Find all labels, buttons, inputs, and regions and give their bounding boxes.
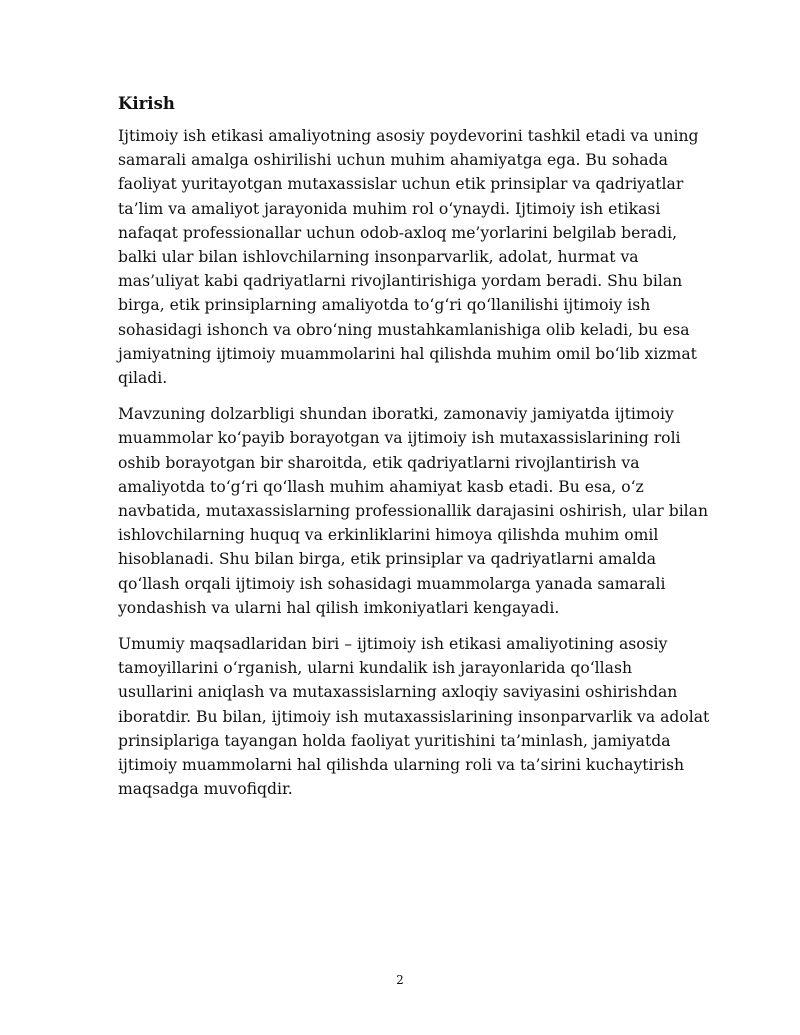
page-number: 2 — [396, 973, 404, 987]
text-line: birga, etik prinsiplarning amaliyotda to‘g‘ri qo‘llanilishi ijtimoiy ish — [118, 296, 651, 315]
text-line: ishlovchilarning huquq va erkinliklarini himoya qilishda muhim omil — [118, 526, 659, 545]
text-line: sohasidagi ishonch va obro‘ning mustahkamlanishiga olib keladi, bu esa — [118, 320, 690, 339]
text-line: oshib borayotgan bir sharoitda, etik qadriyatlarni rivojlantirish va — [118, 453, 640, 472]
text-line: tamoyillarini o‘rganish, ularni kundalik ish jarayonlarida qo‘llash — [118, 659, 632, 678]
text-line: maqsadga muvofiqdir. — [118, 780, 293, 799]
text-line: yondashish va ularni hal qilish imkoniyatlari kengayadi. — [118, 598, 560, 617]
text-line: hisoblanadi. Shu bilan birga, etik prinsiplar va qadriyatlarni amalda — [118, 550, 657, 569]
text-line: faoliyat yuritayotgan mutaxassislar uchun etik prinsiplar va qadriyatlar — [118, 175, 684, 194]
text-line: Ijtimoiy ish etikasi amaliyotning asosiy poydevorini tashkil etadi va uning — [118, 127, 699, 145]
text-line: usullarini aniqlash va mutaxassislarning axloqiy saviyasini oshirishdan — [118, 683, 678, 702]
text-line: jamiyatning ijtimoiy muammolarini hal qilishda muhim omil bo‘lib xizmat — [118, 344, 697, 363]
text-line: nafaqat professionallar uchun odob-axloq me’yorlarini belgilab beradi, — [118, 223, 678, 242]
page-body — [118, 92, 710, 813]
text-line: Umumiy maqsadlaridan biri – ijtimoiy ish etikasi amaliyotining asosiy — [118, 635, 668, 654]
paragraph-introduction — [118, 124, 699, 390]
text-line: prinsiplariga tayangan holda faoliyat yuritishini ta’minlash, jamiyatda — [118, 731, 671, 750]
section-heading: Kirish — [118, 94, 175, 113]
text-line: iboratdir. Bu bilan, ijtimoiy ish mutaxassislarining insonparvarlik va adolat — [118, 707, 710, 726]
paragraph-relevance — [118, 402, 709, 620]
paragraph-objectives — [118, 632, 710, 801]
text-line: qiladi. — [118, 369, 168, 388]
text-line: ta’lim va amaliyot jarayonida muhim rol o‘ynaydi. Ijtimoiy ish etikasi — [118, 199, 661, 218]
text-line: Mavzuning dolzarbligi shundan iboratki, zamonaviy jamiyatda ijtimoiy — [118, 405, 674, 424]
text-line: amaliyotda to‘g‘ri qo‘llash muhim ahamiyat kasb etadi. Bu esa, o‘z — [118, 477, 644, 496]
text-line: navbatida, mutaxassislarning professionallik darajasini oshirish, ular bilan — [118, 502, 709, 521]
text-line: muammolar ko‘payib borayotgan va ijtimoiy ish mutaxassislarining roli — [118, 429, 681, 448]
text-line: balki ular bilan ishlovchilarning insonparvarlik, adolat, hurmat va — [118, 248, 639, 267]
text-line: ijtimoiy muammolarni hal qilishda ularning roli va ta’sirini kuchaytirish — [118, 756, 685, 775]
text-line: qo‘llash orqali ijtimoiy ish sohasidagi muammolarga yanada samarali — [118, 574, 666, 593]
text-line: mas’uliyat kabi qadriyatlarni rivojlantirishiga yordam beradi. Shu bilan — [118, 272, 683, 291]
text-line: samarali amalga oshirilishi uchun muhim ahamiyatga ega. Bu sohada — [118, 151, 668, 170]
